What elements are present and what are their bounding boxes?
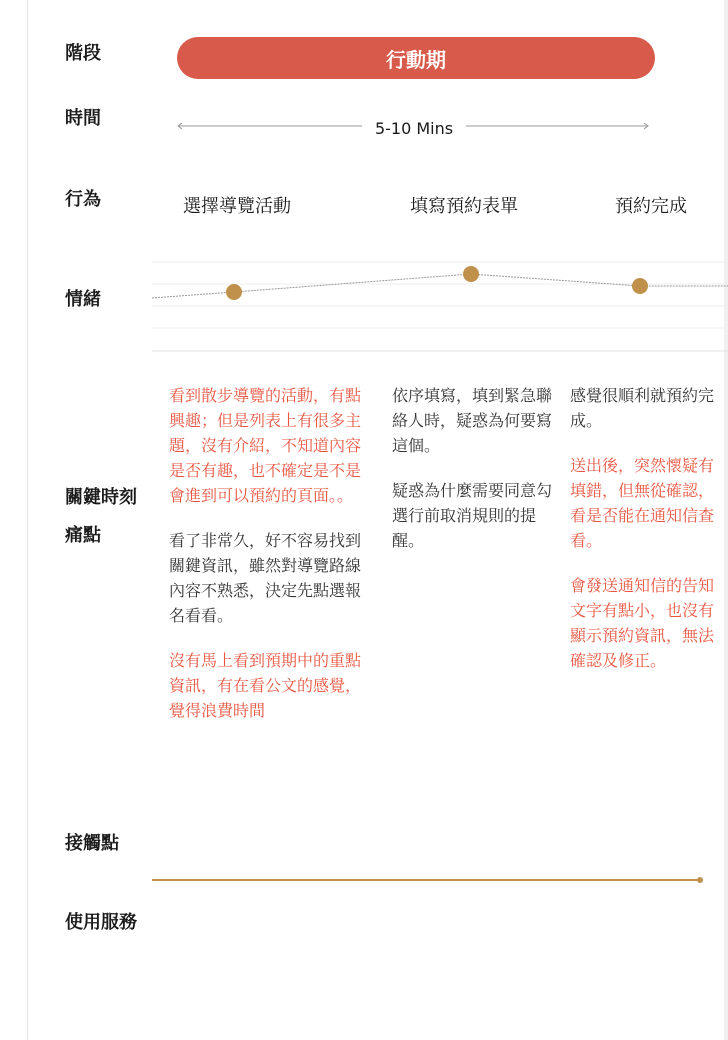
label-pain-point: 痛點 — [65, 525, 101, 546]
notes-column-select-tour — [169, 383, 369, 743]
pain-point-note: 沒有馬上看到預期中的重點資訊，有在看公文的感覺，覺得浪費時間 — [169, 651, 362, 720]
emotion-dot-2 — [463, 266, 479, 282]
key-moment-note: 感覺很順利就預約完成。 — [570, 386, 715, 430]
key-moment-note: 看了非常久，好不容易找到關鍵資訊，雖然對導覽路線內容不熟悉，決定先點選報名看看。 — [169, 531, 362, 625]
label-touchpoint: 接觸點 — [65, 833, 119, 854]
pain-point-note: 會發送通知信的告知文字有點小，也沒有顯示預約資訊，無法確認及修正。 — [570, 576, 715, 670]
action-select-tour: 選擇導覽活動 — [183, 196, 291, 217]
key-moment-note: 依序填寫，填到緊急聯絡人時，疑惑為何要寫這個。 — [392, 386, 553, 455]
notes-column-booking-complete — [570, 383, 722, 693]
label-time: 時間 — [65, 108, 101, 129]
touchpoint-line-end — [697, 877, 703, 883]
action-fill-form: 填寫預約表單 — [410, 196, 518, 217]
emotion-dot-3 — [632, 278, 648, 294]
key-moment-note: 疑惑為什麼需要同意勾選行前取消規則的提醒。 — [392, 481, 553, 550]
emotion-chart — [0, 0, 728, 360]
label-behavior: 行為 — [65, 189, 101, 210]
time-duration: 5-10 Mins — [362, 115, 466, 141]
label-service: 使用服務 — [65, 912, 137, 933]
label-key-moment: 關鍵時刻 — [65, 487, 137, 508]
stage-pill: 行動期 — [177, 37, 655, 79]
pain-point-note: 送出後，突然懷疑有填錯，但無從確認，看是否能在通知信查看。 — [570, 456, 715, 550]
label-stage: 階段 — [65, 43, 101, 64]
pain-point-note: 看到散步導覽的活動，有點興趣；但是列表上有很多主題，沒有介紹，不知道內容是否有趣，也不確定是不是會進到可以預約的頁面。。 — [169, 386, 362, 505]
emotion-dot-1 — [226, 284, 242, 300]
label-emotion: 情緒 — [65, 289, 101, 310]
notes-column-fill-form — [392, 383, 564, 573]
action-booking-complete: 預約完成 — [615, 196, 687, 217]
